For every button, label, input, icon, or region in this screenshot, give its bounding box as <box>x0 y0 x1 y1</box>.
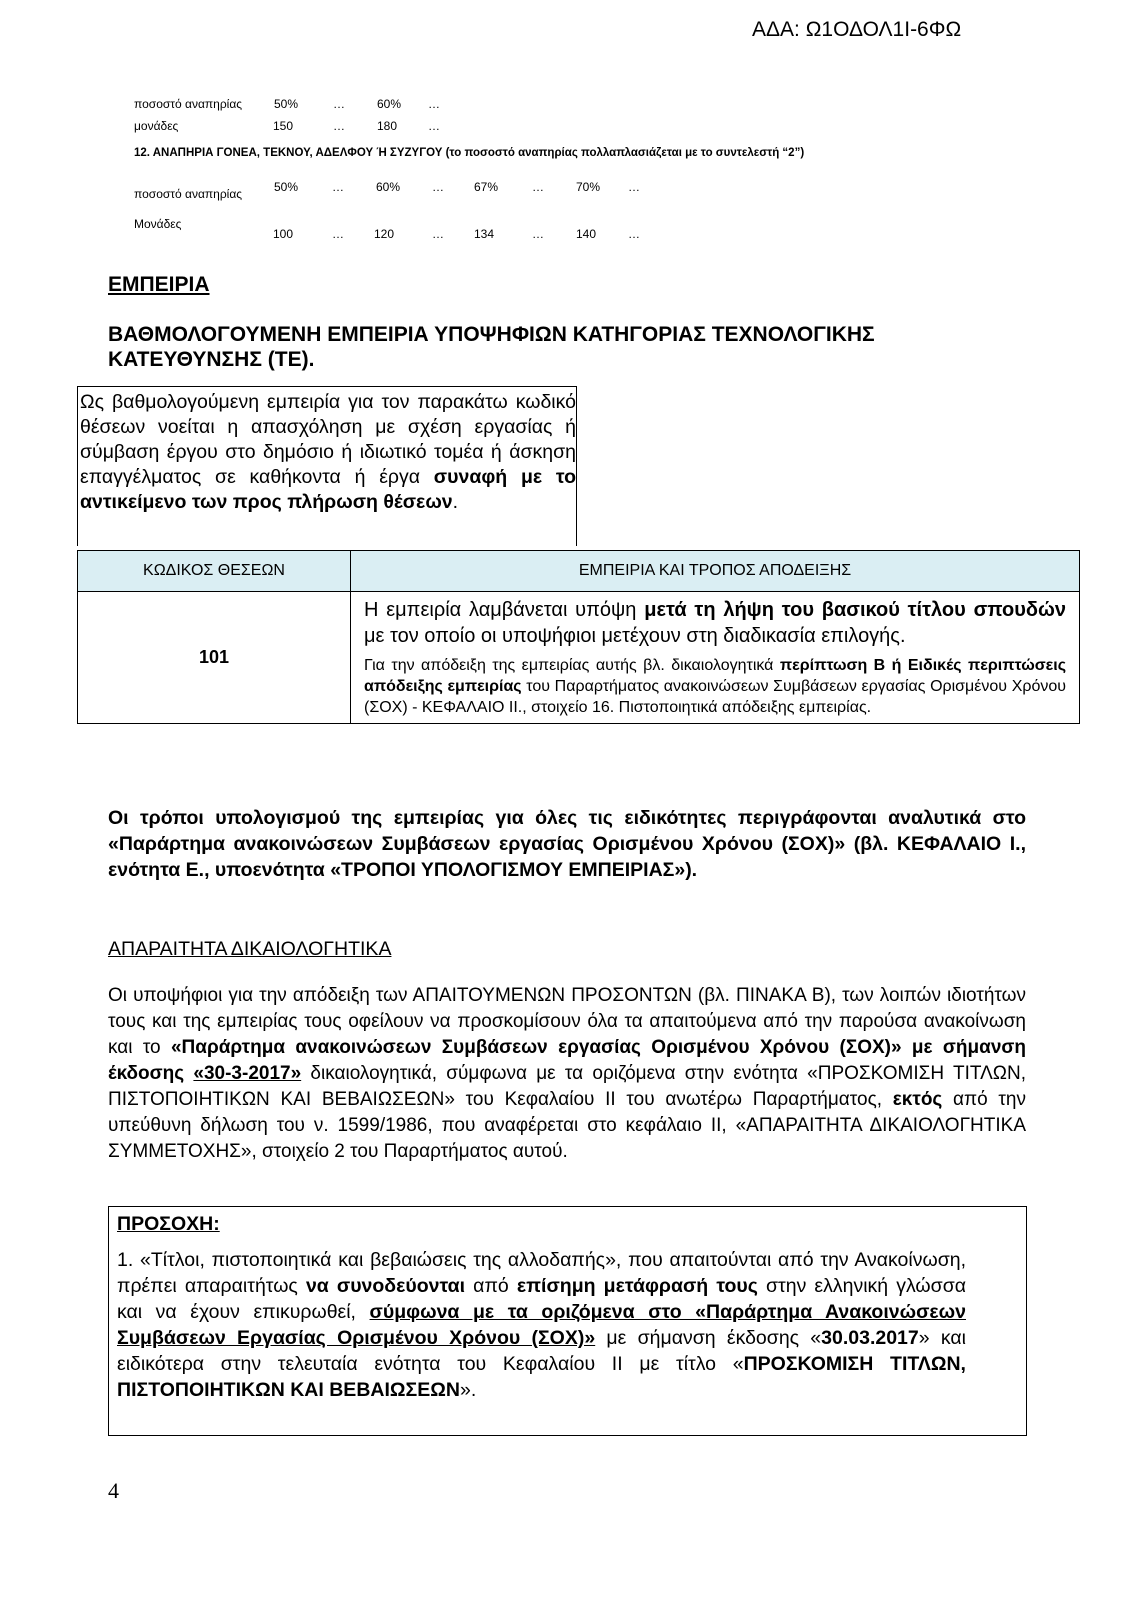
cell: … <box>333 119 345 133</box>
cell: 67% <box>474 180 499 194</box>
experience-main-text <box>352 593 1078 649</box>
experience-cell <box>351 592 1080 724</box>
cell: 120 <box>374 227 395 241</box>
disability-top-row1 <box>0 97 1131 113</box>
experience-title: ΕΜΠΕΙΡΙΑ <box>108 273 210 296</box>
cell: 70% <box>576 180 601 194</box>
cell: … <box>628 180 640 194</box>
text: Η εμπειρία λαμβάνεται υπόψη <box>364 599 645 621</box>
text-bold-underline: «30-3-2017» <box>193 1063 302 1084</box>
experience-subtitle: ΒΑΘΜΟΛΟΓΟΥΜΕΝΗ ΕΜΠΕΙΡΙΑ ΥΠΟΨΗΦΙΩΝ ΚΑΤΗΓΟΡΙΑΣ ΤΕΧΝΟΛΟΓΙΚΗΣ ΚΑΤΕΥΘΥΝΣΗΣ (ΤΕ). <box>108 323 875 371</box>
text: στην ελληνική γλώσσα και να έχουν επικυρωθεί, <box>117 1275 967 1323</box>
item12-title: 12. ΑΝΑΠΗΡΙΑ ΓΟΝΕΑ, ΤΕΚΝΟΥ, ΑΔΕΛΦΟΥ Ή ΣΥΖΥΓΟΥ (το ποσοστό αναπηρίας πολλαπλασιάζεται με το συντελεστή “2”) <box>134 147 805 159</box>
row-label: Μονάδες <box>134 217 182 231</box>
header-code: ΚΩΔΙΚΟΣ ΘΕΣΕΩΝ <box>78 551 351 592</box>
text-bold-underline: σύμφωνα με τα οριζόμενα στο «Παράρτημα Ανακοινώσεων Συμβάσεων Εργασίας Ορισμένου Χρόνου (ΣΟΧ)» <box>117 1301 966 1349</box>
definition-end: . <box>452 491 459 513</box>
cell: 134 <box>474 227 495 241</box>
table-row <box>78 592 1080 724</box>
calculation-paragraph: Οι τρόποι υπολογισμού της εμπειρίας για όλες τις ειδικότητες περιγράφονται αναλυτικά στο «Παράρτημα ανακοινώσεων Συμβάσεων εργασίας Ορισμένου Χρόνου (ΣΟΧ)» (βλ. ΚΕΦΑΛΑΙΟ Ι., ενότητα Ε., υποενότητα «ΤΡΟΠΟΙ ΥΠΟΛΟΓΙΣΜΟΥ ΕΜΠΕΙΡΙΑΣ»). <box>108 807 1026 881</box>
cell: 180 <box>377 119 398 133</box>
cell: … <box>428 119 440 133</box>
cell: … <box>332 180 344 194</box>
text: από την υπεύθυνη δήλωση του ν. 1599/1986, που αναφέρεται στο κεφάλαιο ΙΙ, «ΑΠΑΡΑΙΤΗΤΑ ΔΙΚΑΙΟΛΟΓΗΤΙΚΑ ΣΥΜΜΕΤΟΧΗΣ», στοιχείο 2 του Παραρτήματος αυτού. <box>108 1089 1026 1162</box>
definition-text: Ως βαθμολογούμενη εμπειρία για τον παρακάτω κωδικό θέσεων νοείται η απασχόληση με σχέση εργασίας ή σύμβαση έργου στο δημόσιο ή ιδιωτικό τομέα ή άσκηση επαγγέλματος σε καθήκοντα ή έργα <box>80 391 576 488</box>
required-docs-paragraph <box>108 983 1026 1165</box>
cell: … <box>628 227 640 241</box>
experience-definition-box <box>77 386 577 546</box>
attention-box <box>108 1206 1027 1436</box>
text-bold: 30.03.2017 <box>821 1327 919 1349</box>
cell: 50% <box>274 97 299 111</box>
cell: 150 <box>273 119 294 133</box>
cell: 100 <box>273 227 294 241</box>
text-bold: να συνοδεύονται <box>305 1275 466 1297</box>
required-docs-title: ΑΠΑΡΑΙΤΗΤΑ ΔΙΚΑΙΟΛΟΓΗΤΙΚΑ <box>108 938 392 960</box>
row-label: μονάδες <box>134 119 179 133</box>
text: του Παραρτήματος ανακοινώσεων Συμβάσεων εργασίας Ορισμένου Χρόνου (ΣΟΧ) - ΚΕΦΑΛΑΙΟ ΙΙ., στοιχείο 16. Πιστοποιητικά απόδειξης εμπειρίας. <box>364 678 1067 716</box>
row-label: ποσοστό αναπηρίας <box>134 187 243 201</box>
attention-title: ΠΡΟΣΟΧΗ: <box>117 1213 220 1235</box>
text-bold: ΠΡΟΣΚΟΜΙΣΗ ΤΙΤΛΩΝ, ΠΙΣΤΟΠΟΙΗΤΙΚΩΝ ΚΑΙ ΒΕΒΑΙΩΣΕΩΝ <box>117 1353 966 1401</box>
text: με σήμανση έκδοσης « <box>595 1327 822 1349</box>
experience-table <box>77 550 1080 724</box>
cell: … <box>532 227 544 241</box>
cell: … <box>428 97 440 111</box>
cell: … <box>432 180 444 194</box>
text: 1. «Τίτλοι, πιστοποιητικά και βεβαιώσεις της αλλοδαπής», που απαιτούνται από την Ανακοίνωση, πρέπει απαραιτήτως <box>117 1249 966 1297</box>
cell: … <box>432 227 444 241</box>
text-bold: επίσημη μετάφρασή τους <box>516 1275 758 1297</box>
cell: … <box>532 180 544 194</box>
row-label: ποσοστό αναπηρίας <box>134 97 243 111</box>
table-header-row <box>78 551 1080 592</box>
text: ». <box>459 1379 477 1401</box>
text: δικαιολογητικά, σύμφωνα με τα οριζόμενα στην ενότητα «ΠΡΟΣΚΟΜΙΣΗ ΤΙΤΛΩΝ, ΠΙΣΤΟΠΟΙΗΤΙΚΩΝ ΚΑΙ ΒΕΒΑΙΩΣΕΩΝ» του Κεφαλαίου ΙΙ του ανωτέρω Παραρτήματος, <box>108 1063 1026 1110</box>
text: από <box>465 1275 517 1297</box>
item12-row2 <box>0 217 1131 247</box>
cell: … <box>332 227 344 241</box>
text: Οι υποψήφιοι για την απόδειξη των ΑΠΑΙΤΟΥΜΕΝΩΝ ΠΡΟΣΟΝΤΩΝ (βλ. ΠΙΝΑΚΑ Β), των λοιπών ιδιοτήτων τους και της εμπειρίας τους οφείλουν να προσκομίσουν όλα τα απαιτούμενα από την παρούσα ανακοίνωση και το <box>108 985 1026 1058</box>
cell: 60% <box>377 97 402 111</box>
text-bold: μετά τη λήψη του βασικού τίτλου σπουδών <box>644 599 1067 621</box>
position-code: 101 <box>78 592 351 724</box>
cell: 140 <box>576 227 597 241</box>
cell: 50% <box>274 180 299 194</box>
text: με τον οποίο οι υποψήφιοι μετέχουν στη διαδικασία επιλογής. <box>364 625 906 647</box>
cell: … <box>333 97 345 111</box>
definition-bold: συναφή με το αντικείμενο των προς πλήρωση θέσεων <box>80 466 576 513</box>
item12-row1 <box>0 180 1131 210</box>
page-number: 4 <box>108 1478 119 1503</box>
ada-code: ΑΔΑ: Ω1ΟΔΟΛ1Ι-6ΦΩ <box>752 18 962 41</box>
header-experience: ΕΜΠΕΙΡΙΑ ΚΑΙ ΤΡΟΠΟΣ ΑΠΟΔΕΙΞΗΣ <box>351 551 1080 592</box>
experience-proof-text <box>352 649 1078 722</box>
text-bold: εκτός <box>892 1089 943 1110</box>
text: » και ειδικότερα στην τελευταία ενότητα του Κεφαλαίου ΙΙ με τίτλο « <box>117 1327 966 1375</box>
attention-text <box>117 1247 966 1403</box>
text: Για την απόδειξη της εμπειρίας αυτής βλ. δικαιολογητικά <box>364 657 780 674</box>
text-bold: περίπτωση Β ή Ειδικές περιπτώσεις απόδειξης εμπειρίας <box>364 657 1067 695</box>
text-bold: «Παράρτημα ανακοινώσεων Συμβάσεων εργασίας Ορισμένου Χρόνου (ΣΟΧ)» με σήμανση έκδοσης <box>108 1037 1026 1084</box>
cell: 60% <box>376 180 401 194</box>
disability-top-row2 <box>0 119 1131 135</box>
